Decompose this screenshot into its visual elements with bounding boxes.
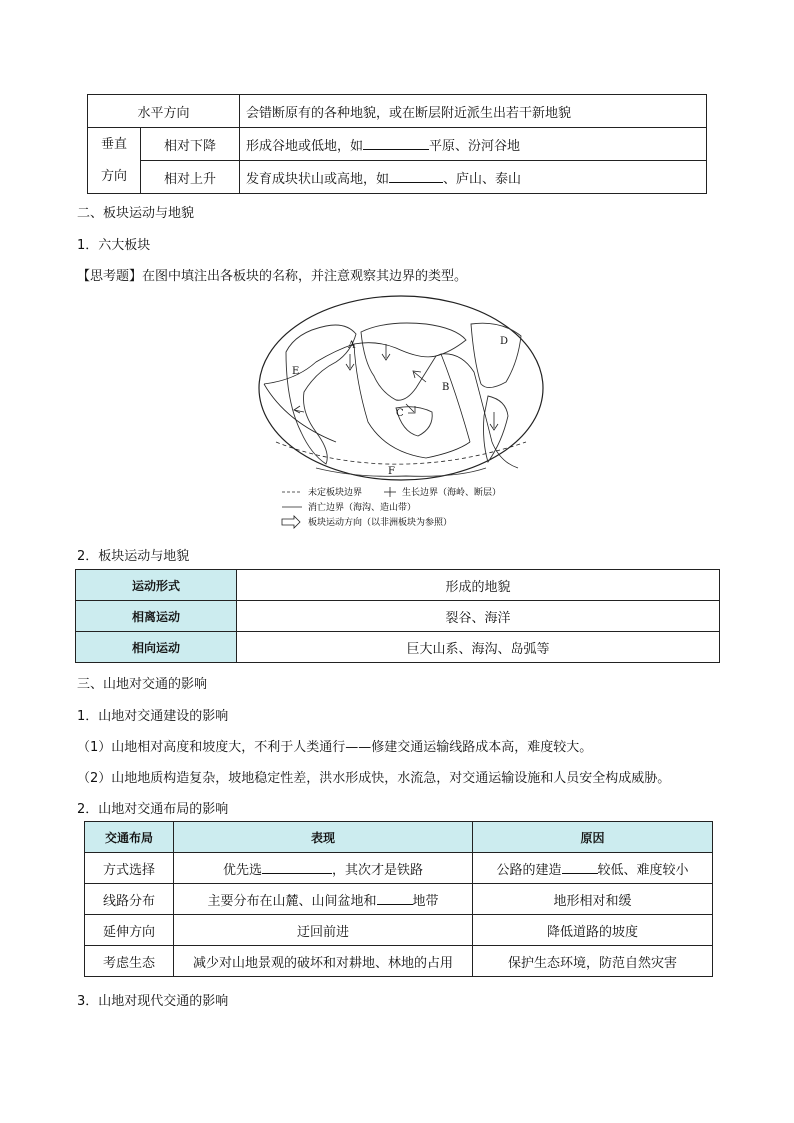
landform-header: 形成的地貌: [237, 570, 720, 601]
mode-choice-reason: [473, 853, 713, 884]
descent-text-before: 形成谷地或低地，如: [246, 138, 364, 154]
plate-map: [256, 292, 546, 534]
paragraph-1: （1）山地相对高度和坡度大，不利于人类通行——修建交通运输线路成本高，难度较大。: [77, 740, 593, 755]
vertical-label-1: 垂直: [100, 136, 127, 152]
vertical-direction-cell: [88, 128, 141, 194]
map-legend: [282, 486, 501, 528]
vertical-label-2: 方向: [100, 168, 127, 184]
route-text-after: 地带: [412, 893, 439, 909]
extension-direction-cell: 延伸方向: [85, 915, 174, 946]
mode-blank[interactable]: [262, 860, 332, 874]
cost-text-after: 较低、难度较小: [597, 862, 689, 878]
descent-blank[interactable]: [363, 136, 429, 150]
mode-choice-cell: 方式选择: [85, 853, 174, 884]
modern-traffic-heading: 3．山地对现代交通的影响: [77, 994, 229, 1009]
ecology-performance: 减少对山地景观的破坏和对耕地、林地的占用: [174, 946, 473, 977]
section-3-heading: 三、山地对交通的影响: [77, 677, 208, 692]
plate-label-a: A: [348, 340, 356, 351]
reason-header: 原因: [473, 822, 713, 853]
legend-motion: 板块运动方向（以非洲板块为参照）: [308, 518, 453, 528]
cost-blank[interactable]: [562, 860, 598, 874]
legend-divergent: 生长边界（海岭、断层）: [402, 488, 502, 498]
descent-text-after: 平原、汾河谷地: [429, 138, 521, 154]
route-distribution-cell: 线路分布: [85, 884, 174, 915]
convergent-motion-cell: 相向运动: [76, 632, 237, 663]
rise-blank[interactable]: [389, 169, 443, 183]
layout-header: 交通布局: [85, 822, 174, 853]
cost-text-before: 公路的建造: [496, 862, 562, 878]
rise-text-after: 、庐山、泰山: [443, 171, 522, 187]
question-text: 在图中填注出各板块的名称，并注意观察其边界的类型。: [142, 269, 468, 284]
extension-direction-performance: 迂回前进: [174, 915, 473, 946]
route-blank[interactable]: [377, 891, 413, 905]
layout-impact-heading: 2．山地对交通布局的影响: [77, 802, 229, 817]
plate-label-d: D: [500, 336, 509, 347]
convergent-landform-cell: 巨大山系、海沟、岛弧等: [237, 632, 720, 663]
legend-undetermined: 未定板块边界: [308, 488, 363, 498]
relative-descent-text: [240, 128, 707, 161]
route-text-before: 主要分布在山麓、山间盆地和: [207, 893, 377, 909]
plate-label-f: F: [388, 466, 395, 477]
plate-label-c: C: [396, 408, 404, 419]
divergent-motion-cell: 相离运动: [76, 601, 237, 632]
mode-text-after: ，其次才是铁路: [332, 862, 424, 878]
mode-text-before: 优先选: [222, 862, 262, 878]
relative-rise-text: [240, 161, 707, 194]
legend-convergent: 消亡边界（海沟、造山带）: [308, 503, 417, 513]
map-outline: [259, 296, 543, 480]
ecology-reason: 保护生态环境，防范自然灾害: [473, 946, 713, 977]
motion-form-header: 运动形式: [76, 570, 237, 601]
rise-text-before: 发育成块状山或高地，如: [246, 171, 390, 187]
fault-landform-table: [87, 94, 707, 194]
route-distribution-performance: [174, 884, 473, 915]
question-line: [77, 265, 467, 284]
horizontal-direction-cell: 水平方向: [88, 95, 240, 128]
relative-descent-cell: 相对下降: [141, 128, 240, 161]
extension-direction-reason: 降低道路的坡度: [473, 915, 713, 946]
relative-rise-cell: 相对上升: [141, 161, 240, 194]
section-2-heading: 二、板块运动与地貌: [77, 206, 195, 221]
construction-impact-heading: 1．山地对交通建设的影响: [77, 709, 229, 724]
traffic-layout-table: [84, 821, 713, 977]
horizontal-direction-text: 会错断原有的各种地貌，或在断层附近派生出若干新地貌: [240, 95, 707, 128]
performance-header: 表现: [174, 822, 473, 853]
divergent-landform-cell: 裂谷、海洋: [237, 601, 720, 632]
paragraph-2: （2）山地地质构造复杂，坡地稳定性差，洪水形成快，水流急，对交通运输设施和人员安全构成威胁。: [77, 771, 671, 786]
ecology-cell: 考虑生态: [85, 946, 174, 977]
plate-motion-table: [75, 569, 720, 663]
question-tag: 【思考题】: [77, 269, 143, 284]
plate-label-b: B: [442, 382, 450, 393]
plate-motion-heading: 2．板块运动与地貌: [77, 549, 190, 564]
plate-label-e: E: [292, 366, 300, 377]
six-plates-heading: 1．六大板块: [77, 238, 151, 253]
route-distribution-reason: 地形相对和缓: [473, 884, 713, 915]
mode-choice-performance: [174, 853, 473, 884]
